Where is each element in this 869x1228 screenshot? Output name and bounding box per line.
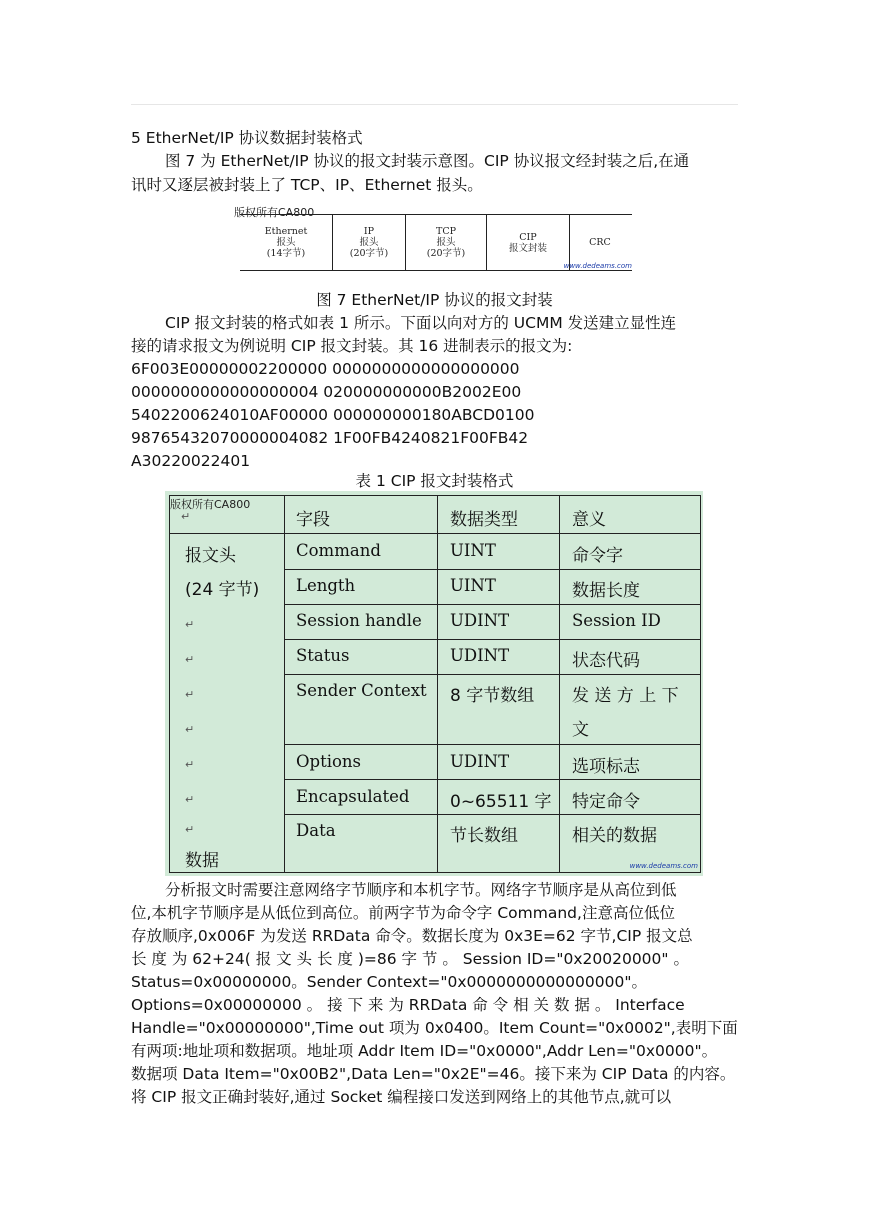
row-session-field: Session handle bbox=[296, 611, 422, 630]
cell-ip-header: IP 报头 (20字节) bbox=[333, 215, 406, 270]
return-mark: ↵ bbox=[185, 618, 195, 631]
table-1-caption: 表 1 CIP 报文封装格式 bbox=[355, 472, 514, 490]
row-sender-field: Sender Context bbox=[296, 681, 427, 700]
row-encapsulated-type: 0~65511 字 bbox=[450, 792, 552, 812]
table-vline bbox=[169, 495, 170, 872]
table-1-cip-encapsulation-format bbox=[165, 491, 703, 876]
hex-line-5: A30220022401 bbox=[131, 452, 251, 470]
cell-tcp-header: TCP 报头 (20字节) bbox=[406, 215, 487, 270]
table-hline bbox=[284, 814, 701, 815]
row-status-field: Status bbox=[296, 646, 350, 665]
row-command-field: Command bbox=[296, 541, 381, 560]
body1-line-1: CIP 报文封装的格式如表 1 所示。下面以向对方的 UCMM 发送建立显性连 bbox=[165, 314, 677, 332]
intro-line-1: 图 7 为 EtherNet/IP 协议的报文封装示意图。CIP 协议报文经封装之后,在通 bbox=[165, 152, 690, 170]
cell-crc: CRC bbox=[589, 237, 611, 248]
table-hline bbox=[169, 533, 701, 534]
row-data-field: Data bbox=[296, 821, 336, 840]
body2-line-9: 数据项 Data Item="0x00B2",Data Len="0x2E"=46。接下来为 CIP Data 的内容。 bbox=[131, 1065, 736, 1083]
body2-line-5: Status=0x00000000。Sender Context="0x0000000000000000"。 bbox=[131, 973, 647, 991]
cell-cip-encapsulation: CIP 报文封装 bbox=[487, 215, 570, 270]
row-options-field: Options bbox=[296, 752, 362, 771]
row-options-type: UDINT bbox=[450, 752, 510, 771]
hex-line-1: 6F003E00000002200000 0000000000000000000 bbox=[131, 360, 520, 378]
table-hline bbox=[284, 604, 701, 605]
group-label-data: 数据 bbox=[185, 851, 219, 871]
row-data-meaning: 相关的数据 bbox=[572, 826, 657, 846]
body1-line-2: 接的请求报文为例说明 CIP 报文封装。其 16 进制表示的报文为: bbox=[131, 337, 573, 355]
return-mark: ↵ bbox=[185, 653, 195, 666]
table-hline bbox=[284, 674, 701, 675]
row-status-meaning: 状态代码 bbox=[572, 651, 640, 671]
row-command-type: UINT bbox=[450, 541, 496, 560]
body2-line-7: Handle="0x00000000",Time out 项为 0x0400。Item Count="0x0002",表明下面 bbox=[131, 1019, 738, 1037]
row-encapsulated-field: Encapsulated bbox=[296, 787, 410, 806]
hex-line-2: 0000000000000000004 020000000000B2002E00 bbox=[131, 383, 522, 401]
return-mark: ↵ bbox=[185, 793, 195, 806]
figure-7-caption: 图 7 EtherNet/IP 协议的报文封装 bbox=[316, 291, 553, 309]
header-field: 字段 bbox=[296, 510, 330, 530]
table-hline bbox=[284, 569, 701, 570]
row-status-type: UDINT bbox=[450, 646, 510, 665]
table-vline bbox=[559, 495, 560, 872]
header-meaning: 意义 bbox=[572, 510, 606, 530]
body2-line-6: Options=0x00000000 。 接 下 来 为 RRData 命 令 相 关 数 据 。 Interface bbox=[131, 996, 685, 1014]
row-session-type: UDINT bbox=[450, 611, 510, 630]
table-site-watermark: www.dedeams.com bbox=[629, 862, 698, 870]
row-session-meaning: Session ID bbox=[572, 611, 661, 630]
row-command-meaning: 命令字 bbox=[572, 546, 623, 566]
return-mark: ↵ bbox=[185, 758, 195, 771]
hex-line-4: 98765432070000004082 1F00FB4240821F00FB42 bbox=[131, 429, 529, 447]
figure-7-packet-diagram bbox=[232, 200, 636, 272]
table-hline bbox=[284, 744, 701, 745]
figure-site-watermark: www.dedeams.com bbox=[563, 262, 632, 270]
body2-line-3: 存放顺序,0x006F 为发送 RRData 命令。数据长度为 0x3E=62 字节,CIP 报文总 bbox=[131, 927, 693, 945]
return-mark: ↵ bbox=[181, 510, 191, 523]
group-label-size: (24 字节) bbox=[185, 580, 260, 600]
header-data-type: 数据类型 bbox=[450, 510, 518, 530]
body2-line-8: 有两项:地址项和数据项。地址项 Addr Item ID="0x0000",Addr Len="0x0000"。 bbox=[131, 1042, 718, 1060]
row-length-field: Length bbox=[296, 576, 356, 595]
top-rule bbox=[131, 104, 738, 105]
row-sender-meaning-cont: 文 bbox=[572, 720, 589, 740]
body2-line-4: 长 度 为 62+24( 报 文 头 长 度 )=86 字 节 。 Session ID="0x20020000" 。 bbox=[131, 950, 689, 968]
body2-line-10: 将 CIP 报文正确封装好,通过 Socket 编程接口发送到网络上的其他节点,就可以 bbox=[131, 1088, 672, 1106]
row-length-type: UINT bbox=[450, 576, 496, 595]
row-options-meaning: 选项标志 bbox=[572, 757, 640, 777]
cell-ethernet-header: Ethernet 报头 (14字节) bbox=[240, 215, 333, 270]
table-vline bbox=[284, 495, 285, 872]
body2-line-2: 位,本机字节顺序是从低位到高位。前两字节为命令字 Command,注意高位低位 bbox=[131, 904, 675, 922]
row-sender-meaning: 发 送 方 上 下 bbox=[572, 686, 679, 706]
table-hline bbox=[169, 872, 701, 873]
row-data-type: 节长数组 bbox=[450, 826, 518, 846]
body2-line-1: 分析报文时需要注意网络字节顺序和本机字节。网络字节顺序是从高位到低 bbox=[165, 881, 677, 899]
row-encapsulated-meaning: 特定命令 bbox=[572, 792, 640, 812]
return-mark: ↵ bbox=[185, 688, 195, 701]
table-hline bbox=[169, 495, 701, 496]
return-mark: ↵ bbox=[185, 723, 195, 736]
section-heading: 5 EtherNet/IP 协议数据封装格式 bbox=[131, 129, 363, 147]
table-watermark: 版权所有CA800 bbox=[170, 498, 251, 511]
intro-line-2: 讯时又逐层被封装上了 TCP、IP、Ethernet 报头。 bbox=[131, 176, 483, 194]
figure-watermark: 版权所有CA800 bbox=[234, 206, 315, 219]
table-vline bbox=[437, 495, 438, 872]
hex-line-3: 5402200624010AF00000 000000000180ABCD0100 bbox=[131, 406, 535, 424]
table-vline bbox=[700, 495, 701, 872]
row-length-meaning: 数据长度 bbox=[572, 581, 640, 601]
row-sender-type: 8 字节数组 bbox=[450, 686, 535, 706]
group-label-header: 报文头 bbox=[185, 546, 236, 566]
table-hline bbox=[284, 639, 701, 640]
table-hline bbox=[284, 779, 701, 780]
return-mark: ↵ bbox=[185, 823, 195, 836]
